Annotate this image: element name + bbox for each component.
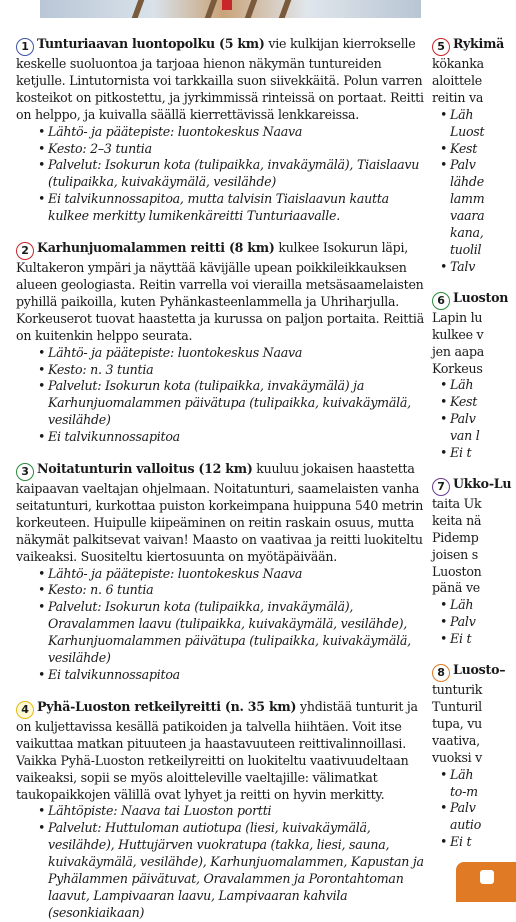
route-title: Pyhä-Luoston retkeilyreitti (n. 35 km)	[37, 698, 297, 714]
fact-continuation: autio	[450, 817, 482, 833]
fact-continuation: tuolil	[450, 241, 482, 257]
fact-continuation: van l	[450, 428, 480, 444]
route-description	[16, 699, 424, 804]
fact-item: • Kesto: 2–3 tuntia	[38, 141, 424, 158]
route-facts	[432, 834, 512, 851]
route-number-badge: 1	[16, 38, 34, 56]
route-text: yhdistää tunturit ja on kuljettavissa kesällä patikoiden ja talvella hiihtäen. Voit itse vaikuttaa matkan pituuteen ja haastavuuteen reittivalinnoillasi. Vaikka Pyhä-Luoston retkeilyreitti on luokiteltu vaativuudeltaan vaikeaksi, sopii se myös aloitteleville vaeltajille: välimatkat taukopaikkojen välillä ovat lyhyet ja reitti on hyvin merkitty.	[16, 698, 418, 802]
fact-continuation: lamm	[450, 191, 485, 207]
route-number-badge: 2	[16, 242, 34, 260]
photo-detail	[222, 0, 232, 10]
fact-item: • Ei talvikunnossapitoa	[38, 667, 424, 684]
route-facts	[16, 345, 424, 446]
route-title: Luosto–	[453, 662, 506, 678]
fact-continuation: to-m	[450, 783, 478, 799]
route-text-line: taita Uk	[432, 495, 482, 511]
photo-detail	[205, 0, 218, 18]
route-3	[16, 461, 424, 684]
fact-item: • Kesto: n. 3 tuntia	[38, 362, 424, 379]
fact-continuation: kana,	[450, 225, 484, 241]
route-6	[432, 290, 512, 462]
route-number-badge: 6	[432, 292, 450, 310]
fact-item: • Palvelut: Isokurun kota (tulipaikka, invakäymälä), Oravalammen laavu (tulipaikka, kuivakäymälä, vesilähde), Karhunjuomalammen päivätupa (tulipaikka, kuivakäymälä, vesilähde)	[38, 599, 424, 667]
fact-item: • Palv	[440, 800, 512, 817]
route-facts	[16, 803, 424, 921]
route-text-line: Tunturil	[432, 699, 482, 714]
route-description	[16, 36, 424, 124]
route-facts	[432, 767, 512, 784]
fact-continuation: vaara	[450, 208, 485, 224]
left-column	[16, 36, 424, 922]
route-text-line: vaativa,	[432, 732, 480, 748]
route-4	[16, 699, 424, 922]
route-title: Tunturiaavan luontopolku (5 km)	[37, 36, 265, 51]
route-description	[16, 461, 424, 566]
photo-detail	[245, 0, 258, 18]
route-title: Noitatunturin valloitus (12 km)	[37, 461, 253, 477]
route-text-line: kulkee v	[432, 326, 484, 342]
route-text-line: pänä ve	[432, 580, 481, 596]
fact-item: • Ei t	[440, 445, 512, 462]
route-1	[16, 36, 424, 225]
route-facts	[432, 445, 512, 462]
route-number-badge: 8	[432, 664, 450, 682]
route-text-line: reitin va	[432, 89, 484, 105]
route-facts	[16, 124, 424, 225]
route-title: Ukko-Lu	[453, 475, 512, 491]
route-2	[16, 240, 424, 446]
fact-item: • Talv	[440, 259, 512, 276]
fact-item: • Palv	[440, 411, 512, 428]
fact-item: • Ei t	[440, 631, 512, 648]
route-number-badge: 4	[16, 701, 34, 719]
header-photo	[40, 0, 421, 18]
fact-item: • Palvelut: Isokurun kota (tulipaikka, invakäymälä) ja Karhunjuomalammen päivätupa (tulipaikka, kuivakäymälä, vesilähde)	[38, 378, 424, 429]
route-title: Rykimä	[453, 36, 505, 51]
photo-detail	[279, 0, 292, 18]
route-description	[16, 240, 424, 345]
route-text-line: aloittele	[432, 72, 482, 88]
route-7	[432, 476, 512, 648]
fact-item: • Palv	[440, 614, 512, 631]
route-text: kulkee Isokurun läpi, Kultakeron ympäri ja näyttää kävijälle upean poikkileikkauksen alueen geologiasta. Reitin varrella voi vierailla metsäsaamelaisten pyhillä paikoilla, kuten Pyhänkasteenlammella ja Uhriharjulla. Korkeuserot tuovat haastetta ja kurussa on paljon portaita. Reittiä on kuitenkin helppo seurata.	[16, 240, 424, 343]
route-text-line: tunturik	[432, 682, 483, 698]
route-text-line: Korkeus	[432, 360, 483, 376]
route-text: vie kulkijan kierrokselle keskelle suoluontoa ja tarjoaa hienon näkymän tuntureiden ketjulle. Lintutornista voi tarkkailla suon siivekkäitä. Polun varren kosteikot on pitkostettu, ja jyrkimmissä rinteissä on portaat. Reitti on helppo, ja kuivalla säällä kierrettävissä lenkkareissa.	[16, 36, 424, 122]
route-text-line: vuoksi v	[432, 749, 483, 765]
route-number-badge: 5	[432, 38, 450, 56]
route-text-line: Luoston	[432, 563, 482, 579]
fact-continuation: lähde	[450, 174, 484, 190]
route-facts	[432, 107, 512, 124]
route-text-line: Pidemp	[432, 529, 479, 545]
route-facts	[432, 141, 512, 175]
route-text-line: tupa, vu	[432, 715, 482, 731]
route-text-line: Lapin lu	[432, 309, 483, 325]
route-text-line: kökanka	[432, 56, 484, 71]
fact-item: • Läh	[440, 377, 512, 394]
fact-item: • Lähtö- ja päätepiste: luontokeskus Naava	[38, 124, 424, 141]
route-text-line: joisen s	[432, 546, 479, 562]
fact-item: • Lähtöpiste: Naava tai Luoston portti	[38, 803, 424, 820]
route-facts	[432, 597, 512, 648]
route-8	[432, 662, 512, 851]
fact-item: • Palvelut: Isokurun kota (tulipaikka, invakäymälä), Tiaislaavu (tulipaikka, kuivakäymälä, vesilähde)	[38, 157, 424, 191]
route-text: kuuluu jokaisen haastetta kaipaavan vaeltajan ohjelmaan. Noitatunturi, saamelaisten vanha seitatunturi, kurkottaa puiston korkeimpana huippuna 540 metrin korkeuteen. Huipulle kiipeäminen on reitin raskain osuus, mutta näkymät palkitsevat vaivan! Maasto on vaativaa ja reitti luokiteltu vaikeaksi. Suositeltu kiertosuunta on myötäpäivään.	[16, 461, 424, 564]
route-text-line: jen aapa	[432, 343, 485, 359]
fact-item: • Palvelut: Huttuloman autiotupa (liesi, kuivakäymälä, vesilähde), Huttujärven vuokratupa (takka, liesi, sauna, kuivakäymälä, vesilähde), Karhunjuomalammen, Kapustan ja Pyhälammen päivätuvat, Oravalammen ja Porontahtoman laavut, Lampivaaran laavu, Lampivaaran kahvila (sesonkiaikaan)	[38, 820, 424, 921]
photo-detail	[132, 0, 145, 18]
route-5	[432, 36, 512, 276]
fact-item: • Läh	[440, 597, 512, 614]
fact-item: • Läh	[440, 767, 512, 784]
fact-item: • Ei talvikunnossapitoa	[38, 429, 424, 446]
tab-icon	[480, 870, 494, 884]
fact-item: • Kest	[440, 394, 512, 411]
fact-continuation: Luost	[450, 123, 485, 139]
route-number-badge: 7	[432, 478, 450, 496]
fact-item: • Palv	[440, 157, 512, 174]
fact-item: • Läh	[440, 107, 512, 124]
route-facts	[16, 566, 424, 684]
fact-item: • Lähtö- ja päätepiste: luontokeskus Naava	[38, 566, 424, 583]
fact-item: • Kest	[440, 141, 512, 158]
route-facts	[432, 259, 512, 276]
fact-item: • Ei talvikunnossapitoa, mutta talvisin Tiaislaavun kautta kulkee merkitty lumikenkäreitti Tunturiaavalle.	[38, 191, 424, 225]
route-facts	[432, 800, 512, 817]
route-title: Karhunjuomalammen reitti (8 km)	[37, 240, 275, 256]
route-text-line: keita nä	[432, 512, 482, 528]
fact-item: • Ei t	[440, 834, 512, 851]
fact-item: • Kesto: n. 6 tuntia	[38, 582, 424, 599]
fact-item: • Lähtö- ja päätepiste: luontokeskus Naava	[38, 345, 424, 362]
route-number-badge: 3	[16, 463, 34, 481]
right-column-cropped	[432, 36, 512, 886]
corner-tab-decoration	[456, 862, 516, 902]
route-title: Luoston	[453, 289, 509, 305]
route-facts	[432, 377, 512, 428]
